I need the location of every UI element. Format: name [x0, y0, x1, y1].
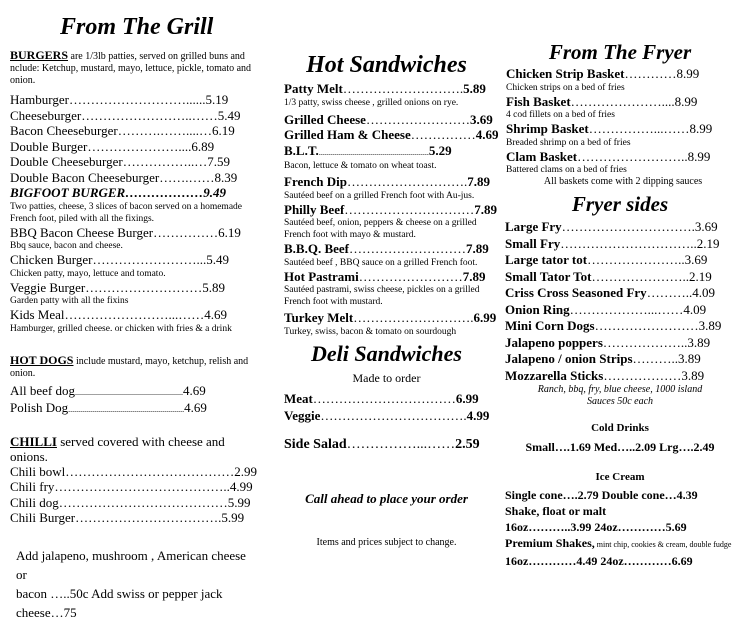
- deli-title: Deli Sandwiches: [311, 340, 462, 366]
- bigfoot-burger: BIGFOOT BURGER………………9.49: [10, 185, 226, 200]
- menu-item: Small Tator Tot…………………..2.19: [505, 268, 712, 284]
- menu-item: Philly Beef…………………………7.89: [284, 201, 498, 217]
- menu-item: Fish Basket…………………....8.99: [506, 93, 698, 109]
- menu-item: Veggie…………………………….4.99: [284, 408, 490, 423]
- hotdogs-heading: HOT DOGS: [10, 352, 74, 367]
- sides-list: [500, 219, 740, 384]
- menu-item: Jalapeno poppers………………..3.89: [505, 334, 711, 350]
- hot-sandwich-list: Patty Melt……………………….5.89 1/3 patty, swiss cheese , grilled onions on rye. Grilled Cheese……………………3.69 Grilled Ham & Cheese……………4.69 B.L.T........................................................5.29 Bacon, lettuce & tomato on wheat toast. French Dip……………………….7.89 Sautéed beef on a grilled French foot with Au-jus. Philly Beef…………………………7.89 Sautéed beef, onion, peppers & cheese on a grilled French foot with mayo & mustard. B.B.Q. Beef………………………7.89 Sautéed beef , BBQ sauce on a grilled French foot. Hot Pastrami……………………7.89 Sautéed pastrami, swiss cheese, pickles on a grilled French foot with mustard. Turkey Melt……………………….6.99 Turkey, swiss, bacon & tomato on sourdough: [284, 81, 499, 337]
- menu-item: B.L.T........................................................5.29: [284, 142, 452, 158]
- baskets-note: All baskets come with 2 dipping sauces: [543, 176, 703, 187]
- menu-item: Jalapeno / onion Strips………..3.89: [505, 351, 701, 366]
- menu-item: Chili fry…………………………………..4.99: [10, 479, 253, 494]
- menu-item: Chili Burger…………………………….5.99: [10, 510, 245, 525]
- grill-title: From The Grill: [60, 14, 214, 40]
- deli-sub: Made to order: [352, 370, 421, 385]
- veggie-burger: Veggie Burger………………………5.89: [10, 279, 225, 295]
- menu-item: Grilled Cheese……………………3.69: [284, 111, 493, 127]
- bigfoot-desc: Two patties, cheese, 3 slices of bacon served on a homemade French foot, piled with all the fixings.: [10, 201, 243, 224]
- menu-item: Double Cheeseburger……………..…7.59: [10, 154, 231, 169]
- sandwich-column: [284, 0, 499, 548]
- menu-item: All beef dog......................................................4.69: [10, 382, 206, 398]
- burgers-heading: BURGERS: [10, 48, 69, 62]
- menu-item: Onion Ring………………...……4.09: [505, 301, 707, 317]
- menu-item: Hot Pastrami……………………7.89: [284, 268, 486, 284]
- bbq-desc: Bbq sauce, bacon and cheese.: [10, 241, 123, 251]
- disclaimer: Items and prices subject to change.: [316, 536, 457, 548]
- fryer-title: From The Fryer: [548, 40, 692, 64]
- menu-item: Chili bowl…………………………………2.99: [10, 463, 258, 479]
- chicken-burger: Chicken Burger……………………...5.49: [10, 252, 229, 267]
- menu-item: Patty Melt……………………….5.89: [284, 81, 486, 96]
- menu-item: Double Bacon Cheeseburger…….……8.39: [10, 169, 238, 185]
- chilli-intro: CHILLI served covered with cheese and onions.: [10, 433, 225, 464]
- menu-item: Hamburger………………………......5.19: [10, 92, 229, 107]
- kids-meal: Kids Meal……………………...……4.69: [10, 307, 228, 322]
- menu-item: Chicken Strip Basket…………8.99: [506, 66, 700, 81]
- menu-item: Large tator tot…………………..3.69: [505, 252, 708, 267]
- burger-list: [10, 92, 255, 185]
- fryer-column: [500, 0, 740, 569]
- chilli-heading: CHILLI: [10, 433, 57, 449]
- veggie-desc: Garden patty with all the fixins: [10, 296, 129, 306]
- fryer-sides-title: Fryer sides: [571, 192, 669, 216]
- kids-desc: Hamburger, grilled cheese. or chicken with fries & a drink: [10, 323, 232, 334]
- hotdogs-intro: HOT DOGS include mustard, mayo, ketchup, relish and onion.: [10, 352, 249, 379]
- menu-item: Shrimp Basket……………...……8.99: [506, 121, 713, 136]
- ice-cream-list: Single cone….2.79 Double cone…4.39 Shake, float or malt 16oz………..3.99 24oz…………5.69 Premium Shakes, mint chip, cookies & cream, double fudge 16oz…………4.49 24oz…………6.69: [505, 488, 732, 568]
- menu-item: Clam Basket……………………..8.99: [506, 148, 711, 164]
- menu-item: Mozzarella Sticks………………3.89: [505, 367, 705, 383]
- hot-sandwiches-title: Hot Sandwiches: [306, 52, 467, 78]
- menu-item: Bacon Cheeseburger……….……....…6.19: [10, 123, 235, 138]
- menu-item: Cheeseburger……………………..……5.49: [10, 107, 241, 123]
- menu-item: Large Fry………………………….3.69: [505, 219, 718, 234]
- menu-item: Meat……………………………6.99: [284, 390, 479, 406]
- cold-drinks-prices: Small….1.69 Med…..2.09 Lrg….2.49: [525, 440, 715, 454]
- menu-item: Small Fry…………………………..2.19: [505, 235, 720, 251]
- addons-note: Add jalapeno, mushroom , American cheese or bacon …..50c Add swiss or pepper jack cheese…75: [16, 547, 246, 620]
- grill-column: [10, 0, 258, 622]
- sauces-note: Ranch, bbq, fry, blue cheese, 1000 island Sauces 50c each: [537, 384, 703, 407]
- menu-item: Criss Cross Seasoned Fry………..4.09: [505, 285, 715, 300]
- menu-item: Double Burger…………………....6.89: [10, 138, 215, 154]
- menu-item: Grilled Ham & Cheese……………4.69: [284, 127, 499, 142]
- menu-item: Turkey Melt……………………….6.99: [284, 310, 497, 325]
- menu-item: Mini Corn Dogs……………………3.89: [505, 318, 722, 333]
- chicken-desc: Chicken patty, mayo, lettuce and tomato.: [10, 268, 166, 279]
- menu-item: French Dip……………………….7.89: [284, 174, 490, 189]
- fryer-list: Chicken Strip Basket…………8.99 Chicken strips on a bed of fries Fish Basket…………………....8.99 4 cod fillets on a bed of fries Shrimp Basket……………...……8.99 Breaded shrimp on a bed of fries Clam Basket……………………..8.99 Battered clams on a bed of fries All baskets come with 2 dipping sauces: [500, 66, 740, 188]
- menu-item: Polish Dog..........................................................4.69: [10, 400, 207, 415]
- call-ahead: Call ahead to place your order: [305, 490, 468, 506]
- menu-item: Side Salad……………...……2.59: [284, 436, 480, 452]
- burgers-intro: BURGERS are 1/3lb patties, served on grilled buns and nclude: Ketchup, mustard, mayo, lettuce, pickle, tomato and onion.: [10, 48, 252, 86]
- menu-item: B.B.Q. Beef………………………7.89: [284, 241, 489, 256]
- ice-cream-title: Ice Cream: [595, 471, 645, 483]
- cold-drinks-title: Cold Drinks: [591, 422, 649, 434]
- menu-item: Chili dog…………………………………5.99: [10, 494, 251, 510]
- bbq-burger: BBQ Bacon Cheese Burger……………6.19: [10, 224, 241, 240]
